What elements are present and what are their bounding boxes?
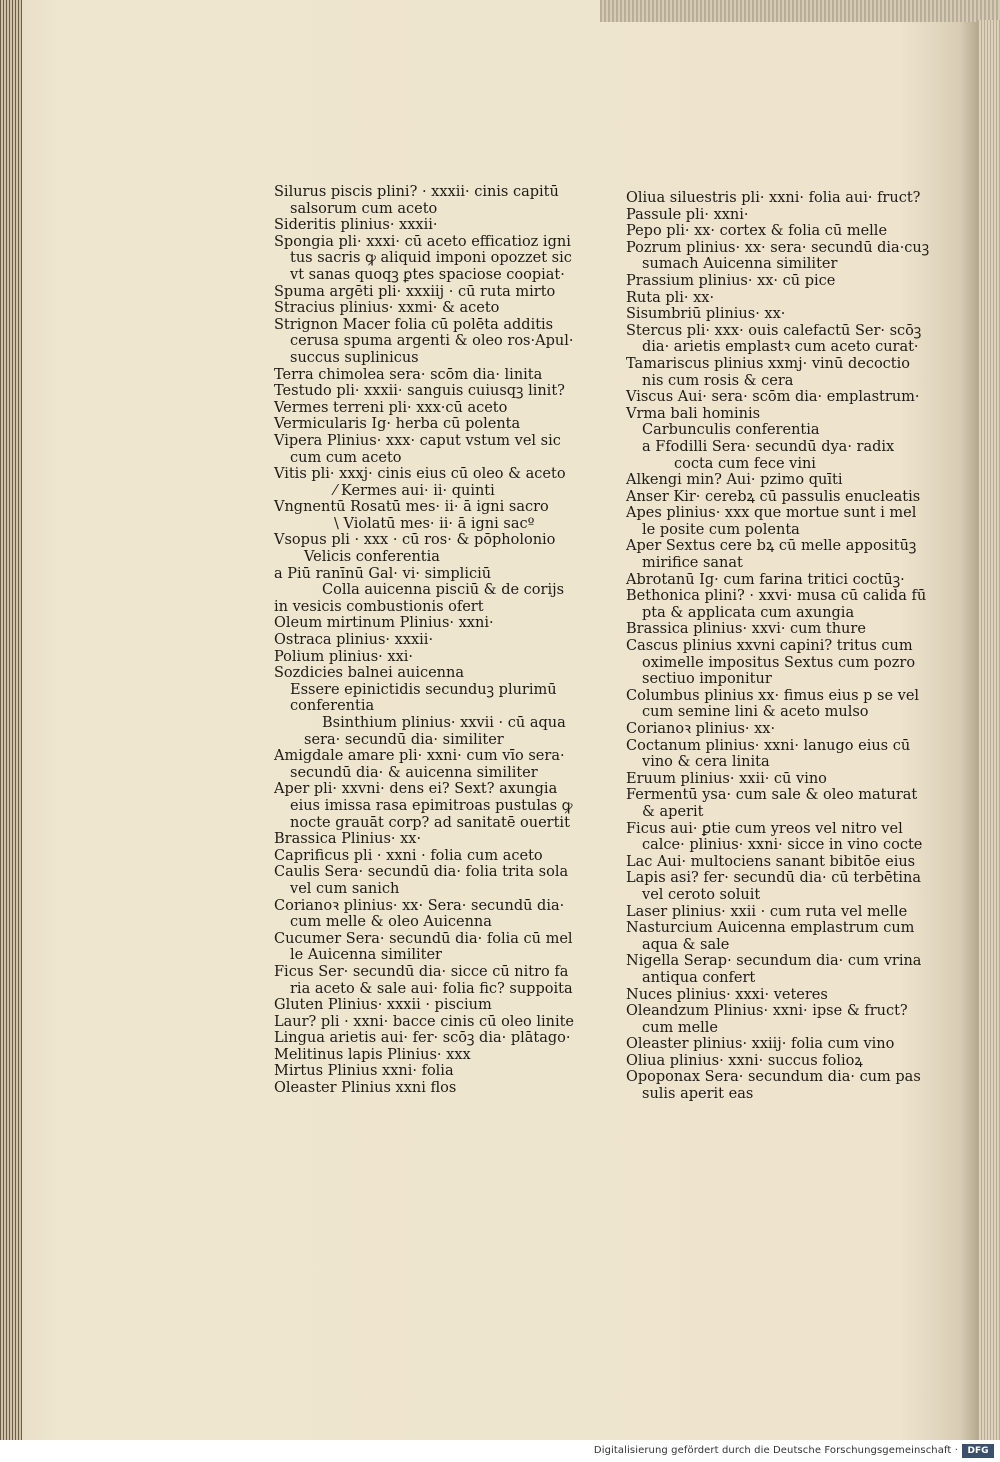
text-line: succus suplinicus xyxy=(290,349,419,366)
text-line: vino & cera linita xyxy=(642,754,770,771)
text-line: Testudo pli· xxxii· sanguis cuiusqꝫ linit? xyxy=(274,383,565,400)
text-line: Oleum mirtinum Plinius· xxni· xyxy=(274,615,494,632)
text-line: Alkengi min? Aui· pzimo quīti xyxy=(626,472,843,489)
text-line: sumach Auicenna similiter xyxy=(642,256,838,273)
text-line: calce· plinius· xxni· sicce in vino cocte xyxy=(642,837,923,854)
text-line: Colla auicenna pisciū & de corijs xyxy=(322,582,565,599)
text-line: cum cum aceto xyxy=(290,449,402,466)
text-line: Vrma bali hominis xyxy=(626,405,761,422)
text-line: Apes plinius· xxx que mortue sunt i mel xyxy=(626,505,917,522)
text-line: vel ceroto soluit xyxy=(642,886,761,903)
text-line: vt sanas quoqꝫ ꝑtes spaciose coopiat· xyxy=(290,266,565,283)
text-line: Oleaster plinius· xxiij· folia cum vino xyxy=(626,1036,895,1053)
text-line: Bethonica plini? · xxvi· musa cū calida fū xyxy=(626,588,927,605)
text-line: Lapis asi? fer· secundū dia· cū terbētina xyxy=(626,870,921,887)
text-line: conferentia xyxy=(290,698,375,715)
text-line: le Auicenna similiter xyxy=(290,947,442,964)
text-line: Sisumbriū plinius· xx· xyxy=(626,306,786,323)
text-line: Sozdicies balnei auicenna xyxy=(274,665,464,682)
text-line: Oliua plinius· xxni· succus folioꝝ xyxy=(626,1052,863,1069)
text-line: Brassica plinius· xxvi· cum thure xyxy=(626,621,866,638)
text-line: mirifice sanat xyxy=(642,555,743,572)
text-line: Vermes terreni pli· xxx·cū aceto xyxy=(274,399,508,416)
dfg-logo: DFG xyxy=(962,1444,994,1458)
text-line: Ostraca plinius· xxxii· xyxy=(274,632,434,649)
text-line: Ficus Ser· secundū dia· sicce cū nitro fa xyxy=(274,963,569,980)
text-line: Columbus plinius xx· fimus eius p se vel xyxy=(626,687,920,704)
text-line: Nuces plinius· xxxi· veteres xyxy=(626,986,828,1003)
text-line: sera· secundū dia· similiter xyxy=(304,731,504,748)
text-line: Pepo pli· xx· cortex & folia cū melle xyxy=(626,223,888,240)
text-line: Viscus Aui· sera· scōm dia· emplastrum· xyxy=(626,389,920,406)
text-line: Spuma argēti pli· xxxiij · cū ruta mirto xyxy=(274,283,556,300)
text-line: cerusa spuma argenti & oleo ros·Apul· xyxy=(290,333,574,350)
text-line: Caulis Sera· secundū dia· folia trita sola xyxy=(274,864,569,881)
text-line: Stracius plinius· xxmi· & aceto xyxy=(274,300,500,317)
text-line: Fermentū ysa· cum sale & oleo maturat xyxy=(626,787,918,804)
text-line: sectiuo imponitur xyxy=(642,671,772,688)
text-line: ⁄ Kermes aui· ii· quinti xyxy=(334,482,495,499)
text-line: Stercus pli· xxx· ouis calefactū Ser· scōꝫ xyxy=(626,322,922,339)
text-line: tus sacris ꝙ aliquid imponi opozzet sic xyxy=(290,250,572,267)
text-line: cum semine lini & aceto mulso xyxy=(642,704,869,721)
text-line: Cascus plinius xxvni capini? tritus cum xyxy=(626,638,913,655)
left-text-column xyxy=(274,184,575,1097)
text-line: Polium plinius· xxi· xyxy=(274,648,414,665)
page-edge-top xyxy=(600,0,1000,22)
text-line: pta & applicata cum axungia xyxy=(642,604,855,621)
text-line: Vsopus pli · xxx · cū ros· & pōpholonio xyxy=(274,532,556,549)
text-line: vel cum sanich xyxy=(290,880,400,897)
text-line: Corianoꝛ plinius· xx· Sera· secundū dia· xyxy=(274,897,565,914)
text-line: Nasturcium Auicenna emplastrum cum xyxy=(626,920,915,937)
text-line: Spongia pli· xxxi· cū aceto efficatioz igni xyxy=(274,233,571,250)
text-line: cum melle & oleo Auicenna xyxy=(290,914,492,931)
text-line: antiqua confert xyxy=(642,969,756,986)
text-line: Lingua arietis aui· fer· scōꝫ dia· plātago· xyxy=(274,1030,571,1047)
text-line: Corianoꝛ plinius· xx· xyxy=(626,721,776,737)
text-line: & aperit xyxy=(642,803,704,820)
text-line: nis cum rosis & cera xyxy=(642,372,794,389)
text-line: secundū dia· & auicenna similiter xyxy=(290,764,538,781)
text-line: Ficus aui· ꝑtie cum yreos vel nitro vel xyxy=(626,820,903,837)
text-line: Strignon Macer folia cū polēta additis xyxy=(274,316,554,333)
text-line: Passule pli· xxni· xyxy=(626,206,749,223)
text-line: Vipera Plinius· xxx· caput vstum vel sic xyxy=(274,432,561,449)
text-line: Laser plinius· xxii · cum ruta vel melle xyxy=(626,903,908,920)
text-line: sulis aperit eas xyxy=(642,1086,754,1103)
text-line: Pozrum plinius· xx· sera· secundū dia·cuꝫ xyxy=(626,239,930,256)
funding-credit: Digitalisierung gefördert durch die Deutsche Forschungsgemeinschaft · xyxy=(593,1445,958,1456)
text-line: salsorum cum aceto xyxy=(290,200,438,217)
text-line: Ruta pli· xx· xyxy=(626,289,715,306)
text-line: Vngnentū Rosatū mes· ii· ā igni sacro xyxy=(274,499,549,516)
text-line: Cucumer Sera· secundū dia· folia cū mel xyxy=(274,930,573,947)
text-line: Caprificus pli · xxni · folia cum aceto xyxy=(274,847,543,864)
text-line: Melitinus lapis Plinius· xxx xyxy=(274,1046,471,1063)
page-edge-right xyxy=(978,20,1000,1440)
text-line: Abrotanū Ig· cum farina tritici coctūꝫ· xyxy=(626,571,905,588)
text-line: \ Violatū mes· ii· ā igni sacº xyxy=(334,515,535,532)
text-line: Essere epinictidis secunduꝫ plurimū xyxy=(290,681,557,698)
text-line: Oliua siluestris pli· xxni· folia aui· fruct? xyxy=(626,190,921,206)
text-line: Brassica Plinius· xx· xyxy=(274,831,422,848)
text-line: Anser Kir· cerebꝝ cū passulis enucleatis xyxy=(626,488,921,505)
text-line: Laur? pli · xxni· bacce cinis cū oleo linite xyxy=(274,1013,575,1030)
text-line: Oleandzum Plinius· xxni· ipse & fruct? xyxy=(626,1003,908,1020)
text-line: Tamariscus plinius xxmj· vinū decoctio xyxy=(626,355,910,372)
text-line: a Piū ranīnū Gal· vi· simpliciū xyxy=(274,565,492,582)
text-line: Terra chimolea sera· scōm dia· linita xyxy=(274,366,543,383)
text-line: nocte grauāt corp? ad sanitatē ouertit xyxy=(290,814,570,831)
text-line: a Ffodilli Sera· secundū dya· radix xyxy=(642,438,895,455)
text-line: Amigdale amare pli· xxni· cum vīo sera· xyxy=(274,748,565,765)
text-line: Oleaster Plinius xxni flos xyxy=(274,1080,457,1097)
text-line: Aper Sextus cere bꝝ cū melle appositūꝫ xyxy=(626,538,917,555)
right-text-column xyxy=(626,190,930,1103)
text-line: Eruum plinius· xxii· cū vino xyxy=(626,770,827,787)
text-line: Vitis pli· xxxj· cinis eius cū oleo & aceto xyxy=(274,466,566,483)
text-line: dia· arietis emplastꝛ cum aceto curat· xyxy=(642,339,919,356)
text-line: Vermicularis Ig· herba cū polenta xyxy=(274,416,521,433)
text-line: le posite cum polenta xyxy=(642,521,800,538)
text-line: Mirtus Plinius xxni· folia xyxy=(274,1063,454,1080)
text-line: Bsinthium plinius· xxvii · cū aqua xyxy=(322,715,566,731)
text-line: aqua & sale xyxy=(642,936,730,953)
text-line: Aper pli· xxvni· dens ei? Sext? axungia xyxy=(274,781,558,798)
text-line: Sideritis plinius· xxxii· xyxy=(274,217,438,234)
text-line: Prassium plinius· xx· cū pice xyxy=(626,272,836,289)
text-line: cocta cum fece vini xyxy=(674,455,816,472)
text-line: Gluten Plinius· xxxii · piscium xyxy=(274,997,492,1014)
text-line: cum melle xyxy=(642,1019,719,1036)
text-line: ria aceto & sale aui· folia fic? suppoita xyxy=(290,980,573,997)
text-line: oximelle impositus Sextus cum pozro xyxy=(642,654,916,671)
text-line: Carbunculis conferentia xyxy=(642,422,820,439)
footer-bar xyxy=(0,1440,1000,1462)
text-line: Opoponax Sera· secundum dia· cum pas xyxy=(626,1069,921,1086)
text-line: Silurus piscis plini? · xxxii· cinis capitū xyxy=(274,184,559,200)
text-line: Velicis conferentia xyxy=(304,549,440,566)
page-edge-left xyxy=(0,0,22,1440)
text-line: eius imissa rasa epimitroas pustulas ꝙ xyxy=(290,797,573,814)
text-line: Nigella Serap· secundum dia· cum vrina xyxy=(626,953,922,970)
text-line: in vesicis combustionis ofert xyxy=(274,598,484,615)
text-line: Lac Aui· multociens sanant bibitōe eius xyxy=(626,853,916,870)
text-line: Coctanum plinius· xxni· lanugo eius cū xyxy=(626,737,911,754)
